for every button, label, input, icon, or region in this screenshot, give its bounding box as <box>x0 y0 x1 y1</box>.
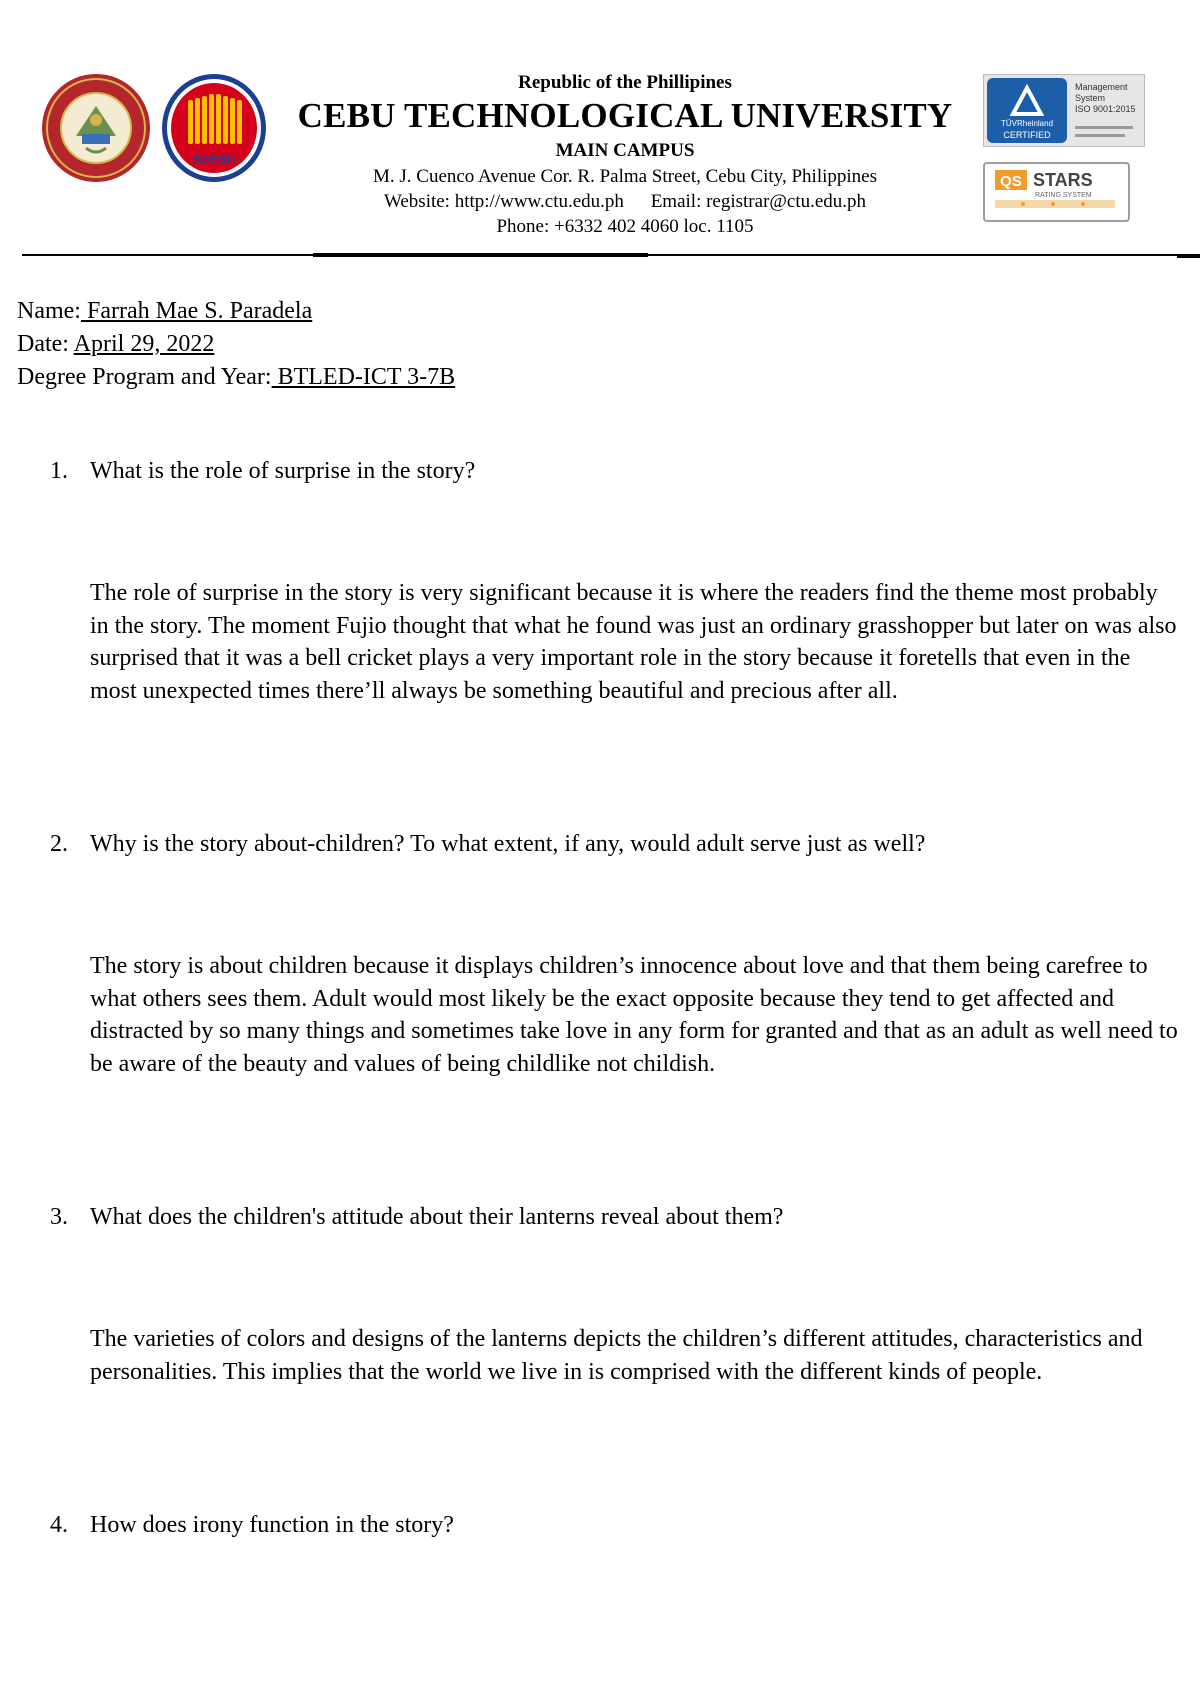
question-number: 3. <box>50 1204 68 1230</box>
qs-stars-badge <box>983 162 1130 222</box>
date-value: April 29, 2022 <box>73 331 215 357</box>
header-divider-accent <box>313 253 648 257</box>
header-university-name: CEBU TECHNOLOGICAL UNIVERSITY <box>297 96 953 135</box>
student-degree-line <box>17 364 455 391</box>
header-email: Email: registrar@ctu.edu.ph <box>650 191 867 212</box>
question-3 <box>50 1204 783 1231</box>
header-website: Website: http://www.ctu.edu.ph <box>383 191 624 212</box>
question-text: Why is the story about-children? To what extent, if any, would adult serve just as well? <box>90 831 926 857</box>
question-text: What does the children's attitude about their lanterns reveal about them? <box>90 1204 784 1230</box>
degree-value: BTLED-ICT 3-7B <box>271 364 456 390</box>
header-contact-line <box>275 191 975 213</box>
tuv-line3: ISO 9001:2015 <box>1075 104 1136 114</box>
asean-logo <box>160 72 268 184</box>
question-text: What is the role of surprise in the story? <box>90 458 476 484</box>
asean-logo-text: asean <box>192 150 236 167</box>
question-1 <box>50 458 475 485</box>
header-address: M. J. Cuenco Avenue Cor. R. Palma Street, Cebu City, Philippines <box>372 166 877 187</box>
header-divider-end <box>1177 254 1200 258</box>
tuv-line2: System <box>1075 93 1106 103</box>
degree-label: Degree Program and Year: <box>17 364 272 390</box>
tuv-line1: Management <box>1075 82 1128 92</box>
question-4 <box>50 1512 454 1539</box>
question-number: 1. <box>50 458 68 484</box>
qs-rating: RATING SYSTEM <box>1035 192 1092 199</box>
header-republic: Republic of the Phillipines <box>518 72 732 93</box>
tuv-certification-badge <box>983 74 1145 147</box>
name-label: Name: <box>17 298 81 324</box>
ctu-seal-logo <box>40 72 152 184</box>
question-number: 4. <box>50 1512 68 1538</box>
qs-stars: STARS <box>1033 170 1093 190</box>
question-number: 2. <box>50 831 68 857</box>
answer-3: The varieties of colors and designs of the lanterns depicts the children’s different attitudes, characteristics and personalities. This implies that the world we live in is comprised with the different kinds of people. <box>90 1326 1143 1385</box>
tuv-brand: TÜVRheinland <box>1000 119 1054 128</box>
name-value: Farrah Mae S. Paradela <box>80 298 313 324</box>
qs-brand: QS <box>1000 173 1022 190</box>
tuv-certified: CERTIFIED <box>1003 130 1051 140</box>
answer-2: The story is about children because it displays children’s innocence about love and that them being carefree to what others sees them. Adult would most likely be the exact opposite because they tend to get affected and distracted by so many things and sometimes take love in any form for granted and that as an adult as well need to be aware of the beauty and values of being childlike not childish. <box>90 953 1178 1077</box>
date-label: Date: <box>17 331 74 357</box>
question-2 <box>50 831 925 858</box>
header-phone: Phone: +6332 402 4060 loc. 1105 <box>496 216 754 237</box>
student-date-line <box>17 331 214 358</box>
answer-1: The role of surprise in the story is very significant because it is where the readers find the theme most probably in the story. The moment Fujio thought that what he found was just an ordinary grasshopper but later on was also surprised that it was a bell cricket plays a very important role in the story because it foretells that even in the most unexpected times there’ll always be something beautiful and precious after all. <box>90 580 1177 704</box>
student-name-line <box>17 298 312 325</box>
question-text: How does irony function in the story? <box>90 1512 454 1538</box>
header-campus: MAIN CAMPUS <box>555 140 695 161</box>
